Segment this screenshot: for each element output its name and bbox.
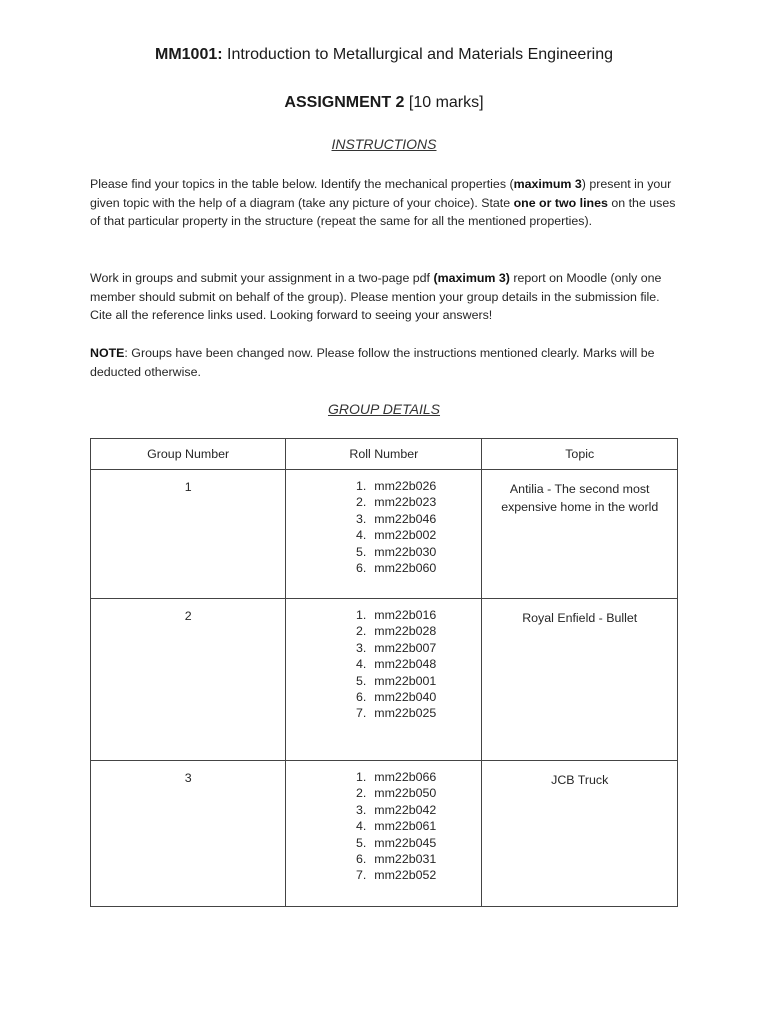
instructions-paragraph-2	[90, 269, 682, 325]
note-text: : Groups have been changed now. Please follow the instructions mentioned clearly. Marks will be deducted otherwise.	[90, 346, 655, 379]
column-header-roll-number: Roll Number	[286, 439, 482, 470]
roll-item: 1. mm22b026	[355, 479, 437, 493]
roll-item: 3. mm22b046	[355, 511, 437, 526]
table-row	[91, 599, 678, 761]
roll-item: 6. mm22b031	[355, 852, 437, 867]
roll-item: 5. mm22b030	[355, 544, 437, 559]
group-details-heading: GROUP DETAILS	[327, 401, 441, 417]
roll-item: 3. mm22b007	[355, 640, 437, 655]
column-header-group-number: Group Number	[91, 439, 286, 470]
roll-item: 7. mm22b052	[355, 868, 437, 883]
roll-item: 5. mm22b001	[355, 673, 437, 688]
p1-text-c: ) present in your given topic with the help of a diagram (take any picture of your choice). State	[90, 177, 672, 210]
roll-item: 4. mm22b061	[355, 819, 437, 834]
group-number-cell: 3	[91, 761, 286, 907]
roll-item: 1. mm22b066	[355, 770, 437, 784]
roll-item: 4. mm22b002	[355, 528, 437, 543]
p2-text-a: Work in groups and submit your assignment in a two-page pdf	[90, 271, 434, 285]
roll-item: 2. mm22b023	[355, 495, 437, 510]
group-number-cell: 2	[91, 599, 286, 761]
p1-bold-max: maximum 3	[513, 177, 582, 191]
roll-item: 4. mm22b048	[355, 657, 437, 672]
roll-item: 6. mm22b040	[355, 690, 437, 705]
roll-item: 5. mm22b045	[355, 835, 437, 850]
roll-item: 6. mm22b060	[355, 561, 437, 576]
topic-cell: Antilia - The second most expensive home in the world	[482, 470, 678, 599]
roll-item: 2. mm22b050	[355, 786, 437, 801]
roll-item: 7. mm22b025	[355, 706, 437, 721]
roll-list	[286, 761, 481, 884]
roll-item: 2. mm22b028	[355, 624, 437, 639]
course-title	[0, 46, 768, 64]
roll-number-cell	[286, 470, 482, 599]
column-header-topic: Topic	[482, 439, 678, 470]
instructions-heading: INSTRUCTIONS	[331, 136, 437, 152]
table-row	[91, 761, 678, 907]
roll-list	[286, 599, 481, 722]
roll-item: 3. mm22b042	[355, 802, 437, 817]
course-name: Introduction to Metallurgical and Materials Engineering	[222, 46, 613, 63]
note-paragraph	[90, 344, 682, 381]
roll-list	[286, 470, 481, 576]
p1-text-e: on the uses of that particular property in the structure (repeat the same for all the mentioned properties).	[90, 195, 676, 228]
topic-cell: JCB Truck	[482, 761, 678, 907]
assignment-marks: [10 marks]	[404, 94, 484, 111]
roll-number-cell	[286, 599, 482, 761]
table-row	[91, 470, 678, 599]
group-number-cell: 1	[91, 470, 286, 599]
p2-text-c: report on Moodle (only one member should submit on behalf of the group). Please mention your group details in the submission file. Cite all the reference links used. Looking forward to seeing your answers!	[90, 271, 662, 322]
note-label: NOTE	[90, 346, 125, 360]
group-details-table	[90, 438, 678, 907]
p1-text-a: Please find your topics in the table below. Identify the mechanical properties (	[90, 177, 514, 191]
course-code: MM1001:	[154, 46, 223, 63]
assignment-title	[0, 94, 768, 112]
roll-item: 1. mm22b016	[355, 608, 437, 622]
p2-bold-max: (maximum 3)	[433, 271, 510, 285]
instructions-paragraph-1	[90, 175, 682, 231]
roll-number-cell	[286, 761, 482, 907]
topic-cell: Royal Enfield - Bullet	[482, 599, 678, 761]
assignment-label: ASSIGNMENT 2	[284, 94, 405, 111]
p1-bold-lines: one or two lines	[513, 195, 608, 210]
table-header-row	[91, 439, 678, 470]
